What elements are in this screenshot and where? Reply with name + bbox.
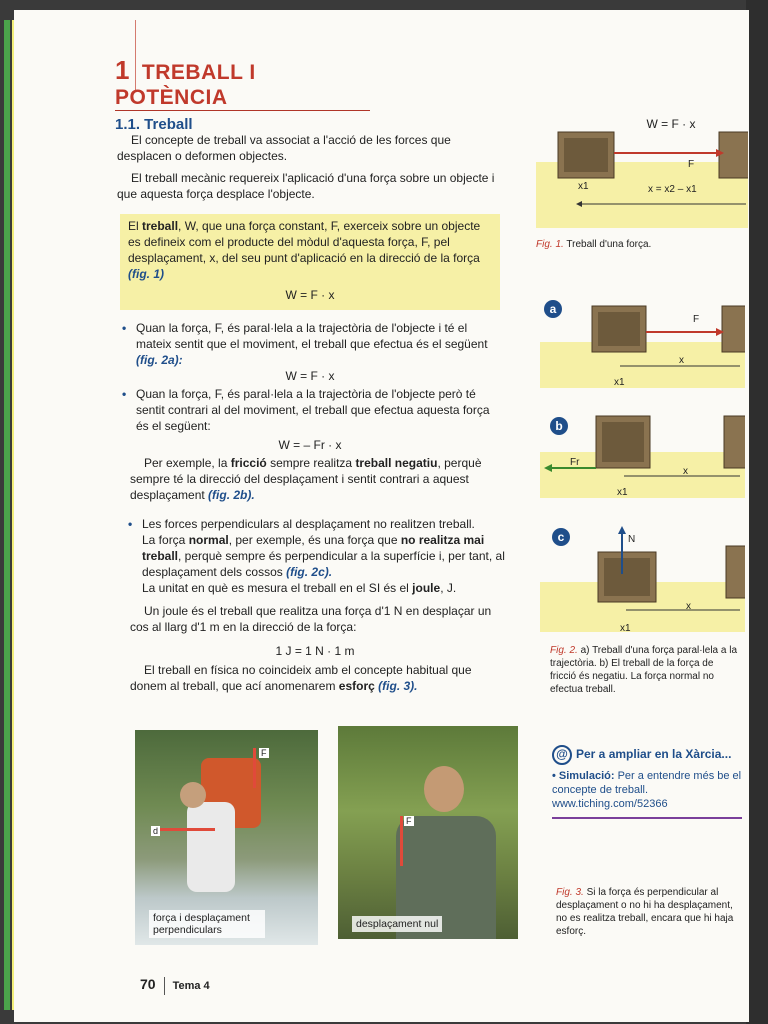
fig2c-box-2 [726,546,745,598]
section-title: 1.1. Treball [115,116,193,133]
normal-paragraph [142,532,508,580]
paragraph-1: El concepte de treball va associat a l'acció de les forces que desplacen o deformen objectes. [117,133,451,163]
last-paragraph [130,662,508,694]
photo-hiker-river [135,730,318,945]
unit-2: joule [412,581,441,595]
fig2a-box-2 [722,306,745,352]
bullet-1-text: Quan la força, F, és paral·lela a la trajectòria de l'objecte i té el mateix sentit que el moviment, el treball que efectua és el següent [136,321,488,351]
unit-paragraph [142,580,508,596]
last-ref: (fig. 3). [374,679,418,693]
fig2c-box-face [604,558,650,596]
def-term: treball [142,219,179,233]
page-footer [140,976,210,995]
fig2a-force-label: F [693,314,700,325]
ex-e: , perquè sempre té la direcció del desplaçament i sentit contrari a aquest desplaçament [130,456,482,502]
b3a-1: La força [142,533,189,547]
web-title: Per a ampliar en la Xàrcia... [576,747,732,761]
photo-left-f: F [261,748,267,758]
fig2b-x-label: x [683,466,688,477]
fig2b-box-2 [724,416,745,468]
woman-head-shape [424,766,464,812]
fig1-x1-label: x1 [578,181,589,192]
photo-right-label: desplaçament nul [352,916,442,932]
chapter-title: TREBALL I POTÈNCIA [115,61,256,109]
page-number: 70 [140,976,156,992]
chapter-heading [115,55,370,111]
fig1-disp-label: x = x2 – x1 [648,184,697,195]
fig2-caption-text: a) Treball d'una força paral·lela a la trajectòria. b) El treball de la força de fricció és negatiu. La força normal no efectua treball. [550,645,738,695]
web-box [552,745,742,819]
fig1-diagram [536,128,748,228]
b1-formula: W = F · x [285,369,335,383]
web-link[interactable]: Per a entendre més be el concepte de treball. www.tiching.com/52366 [552,770,742,810]
hiker-body-shape [187,802,235,892]
fig2a-diagram [540,300,745,390]
footer-label: Tema 4 [172,980,210,992]
edge-green [4,20,10,1010]
last-2: esforç [338,679,375,693]
fig2a-x-label: x [679,355,684,366]
fig1-box-face [564,138,608,172]
bullet-3-text: Les forces perpendiculars al desplaçament no realitzen treball. [142,517,475,531]
fig2c-diagram [540,524,745,634]
bullet-3 [128,516,502,532]
def-ref: (fig. 1) [128,267,164,281]
photo-left-label: força i desplaçament perpendiculars [149,910,265,938]
joule-formula: 1 J = 1 N · 1 m [275,644,355,658]
fig1-caption-ref: Fig. 1. [536,239,564,250]
bullet-dot: • [122,321,127,335]
bullet-dot: • [122,387,127,401]
fig2c-arrowhead [618,526,626,534]
ex-a: Per exemple, la [144,456,231,470]
photo-left-d: d [153,826,159,836]
fig3-caption-text: Si la força és perpendicular al desplaçament o no hi ha desplaçament, no es realitza treball, encara que hi haja esforç. [556,887,734,937]
b3a-ref: (fig. 2c). [286,565,333,579]
bullet-2 [122,386,502,434]
fig2a-badge: a [544,300,562,318]
bullet-1 [122,320,502,368]
fig2b-badge: b [550,417,568,435]
ex-b: fricció [230,456,267,470]
fig2b-box-face [602,422,644,462]
web-rule [552,817,742,819]
fig2-caption [550,644,742,696]
force-arrow [400,816,403,866]
def-a: El [128,219,143,233]
b3a-5: , perquè sempre és perpendicular a la superfície i, per tant, al desplaçament dels cossos [142,549,505,579]
paragraph-2: El treball mecànic requereix l'aplicació d'una força sobre un objecte i que aquesta força desplace l'objecte. [117,171,495,201]
fig2a-x1-label: x1 [614,377,625,388]
definition-text [128,218,494,282]
force-arrow [253,748,256,788]
fig1-force-label: F [688,159,695,170]
fig2-caption-ref: Fig. 2. [550,645,578,656]
web-header [552,745,742,765]
fig2c-force-label: N [628,534,636,545]
fig2b-force-label: Fr [570,457,580,468]
chapter-number: 1 [115,55,130,85]
last-1: El treball en física no coincideix amb el concepte habitual que donem al treball, que ací anomenarem [130,663,472,693]
b3a-2: normal [188,533,229,547]
bullet-1-ref: (fig. 2a): [136,353,183,367]
ex-c: sempre realitza [266,456,356,470]
web-body[interactable] [552,769,742,811]
example-paragraph [130,455,502,503]
displacement-arrow [155,828,215,831]
fig3-caption-ref: Fig. 3. [556,887,584,898]
def-formula: W = F · x [285,288,335,302]
at-icon: @ [552,745,572,765]
photo-woman-standing [338,726,518,939]
photo-right-f: F [406,816,412,826]
fig1-caption [536,238,651,251]
binding-shadow [746,0,768,1024]
unit-1: La unitat en què es mesura el treball en el SI és el [142,581,413,595]
joule-paragraph: Un joule és el treball que realitza una força d'1 N en desplaçar un cos al llarg d'1 m en la direcció de la força: [130,604,492,634]
bullet-2-text: Quan la força, F, és paral·lela a la trajectòria de l'objecte però té sentit contrari al del moviment, el treball que efectua aquesta força és el següent: [136,387,490,433]
bullet-dot: • [128,517,133,531]
b3a-4: no realitza mai treball [142,533,485,563]
hiker-head-shape [180,782,206,808]
footer-separator [164,977,165,995]
b2-formula: W = – Fr · x [278,438,342,452]
ex-d: treball negatiu [355,456,438,470]
b3a-3: , per exemple, és una força que [228,533,401,547]
ex-ref: (fig. 2b). [208,488,255,502]
fig2c-x1-label: x1 [620,623,631,634]
def-c: , W, que una força constant, F, exerceix sobre un objecte es defineix com el producte del mòdul d'aquesta força, F, pel desplaçament, x, del seu punt d'aplicació en la direcció de la força [128,219,481,265]
fig3-caption [556,886,742,938]
unit-3: , J. [440,581,457,595]
fig1-caption-text: Treball d'una força. [566,239,652,250]
fig2b-x1-label: x1 [617,487,628,498]
fig2c-badge: c [552,528,570,546]
fig2c-x-label: x [686,601,691,612]
fig1-formula: W = F · x [646,117,696,131]
web-label: • Simulació: [552,770,615,782]
fig2a-box-face [598,312,640,346]
fig1-box-2 [719,132,748,178]
